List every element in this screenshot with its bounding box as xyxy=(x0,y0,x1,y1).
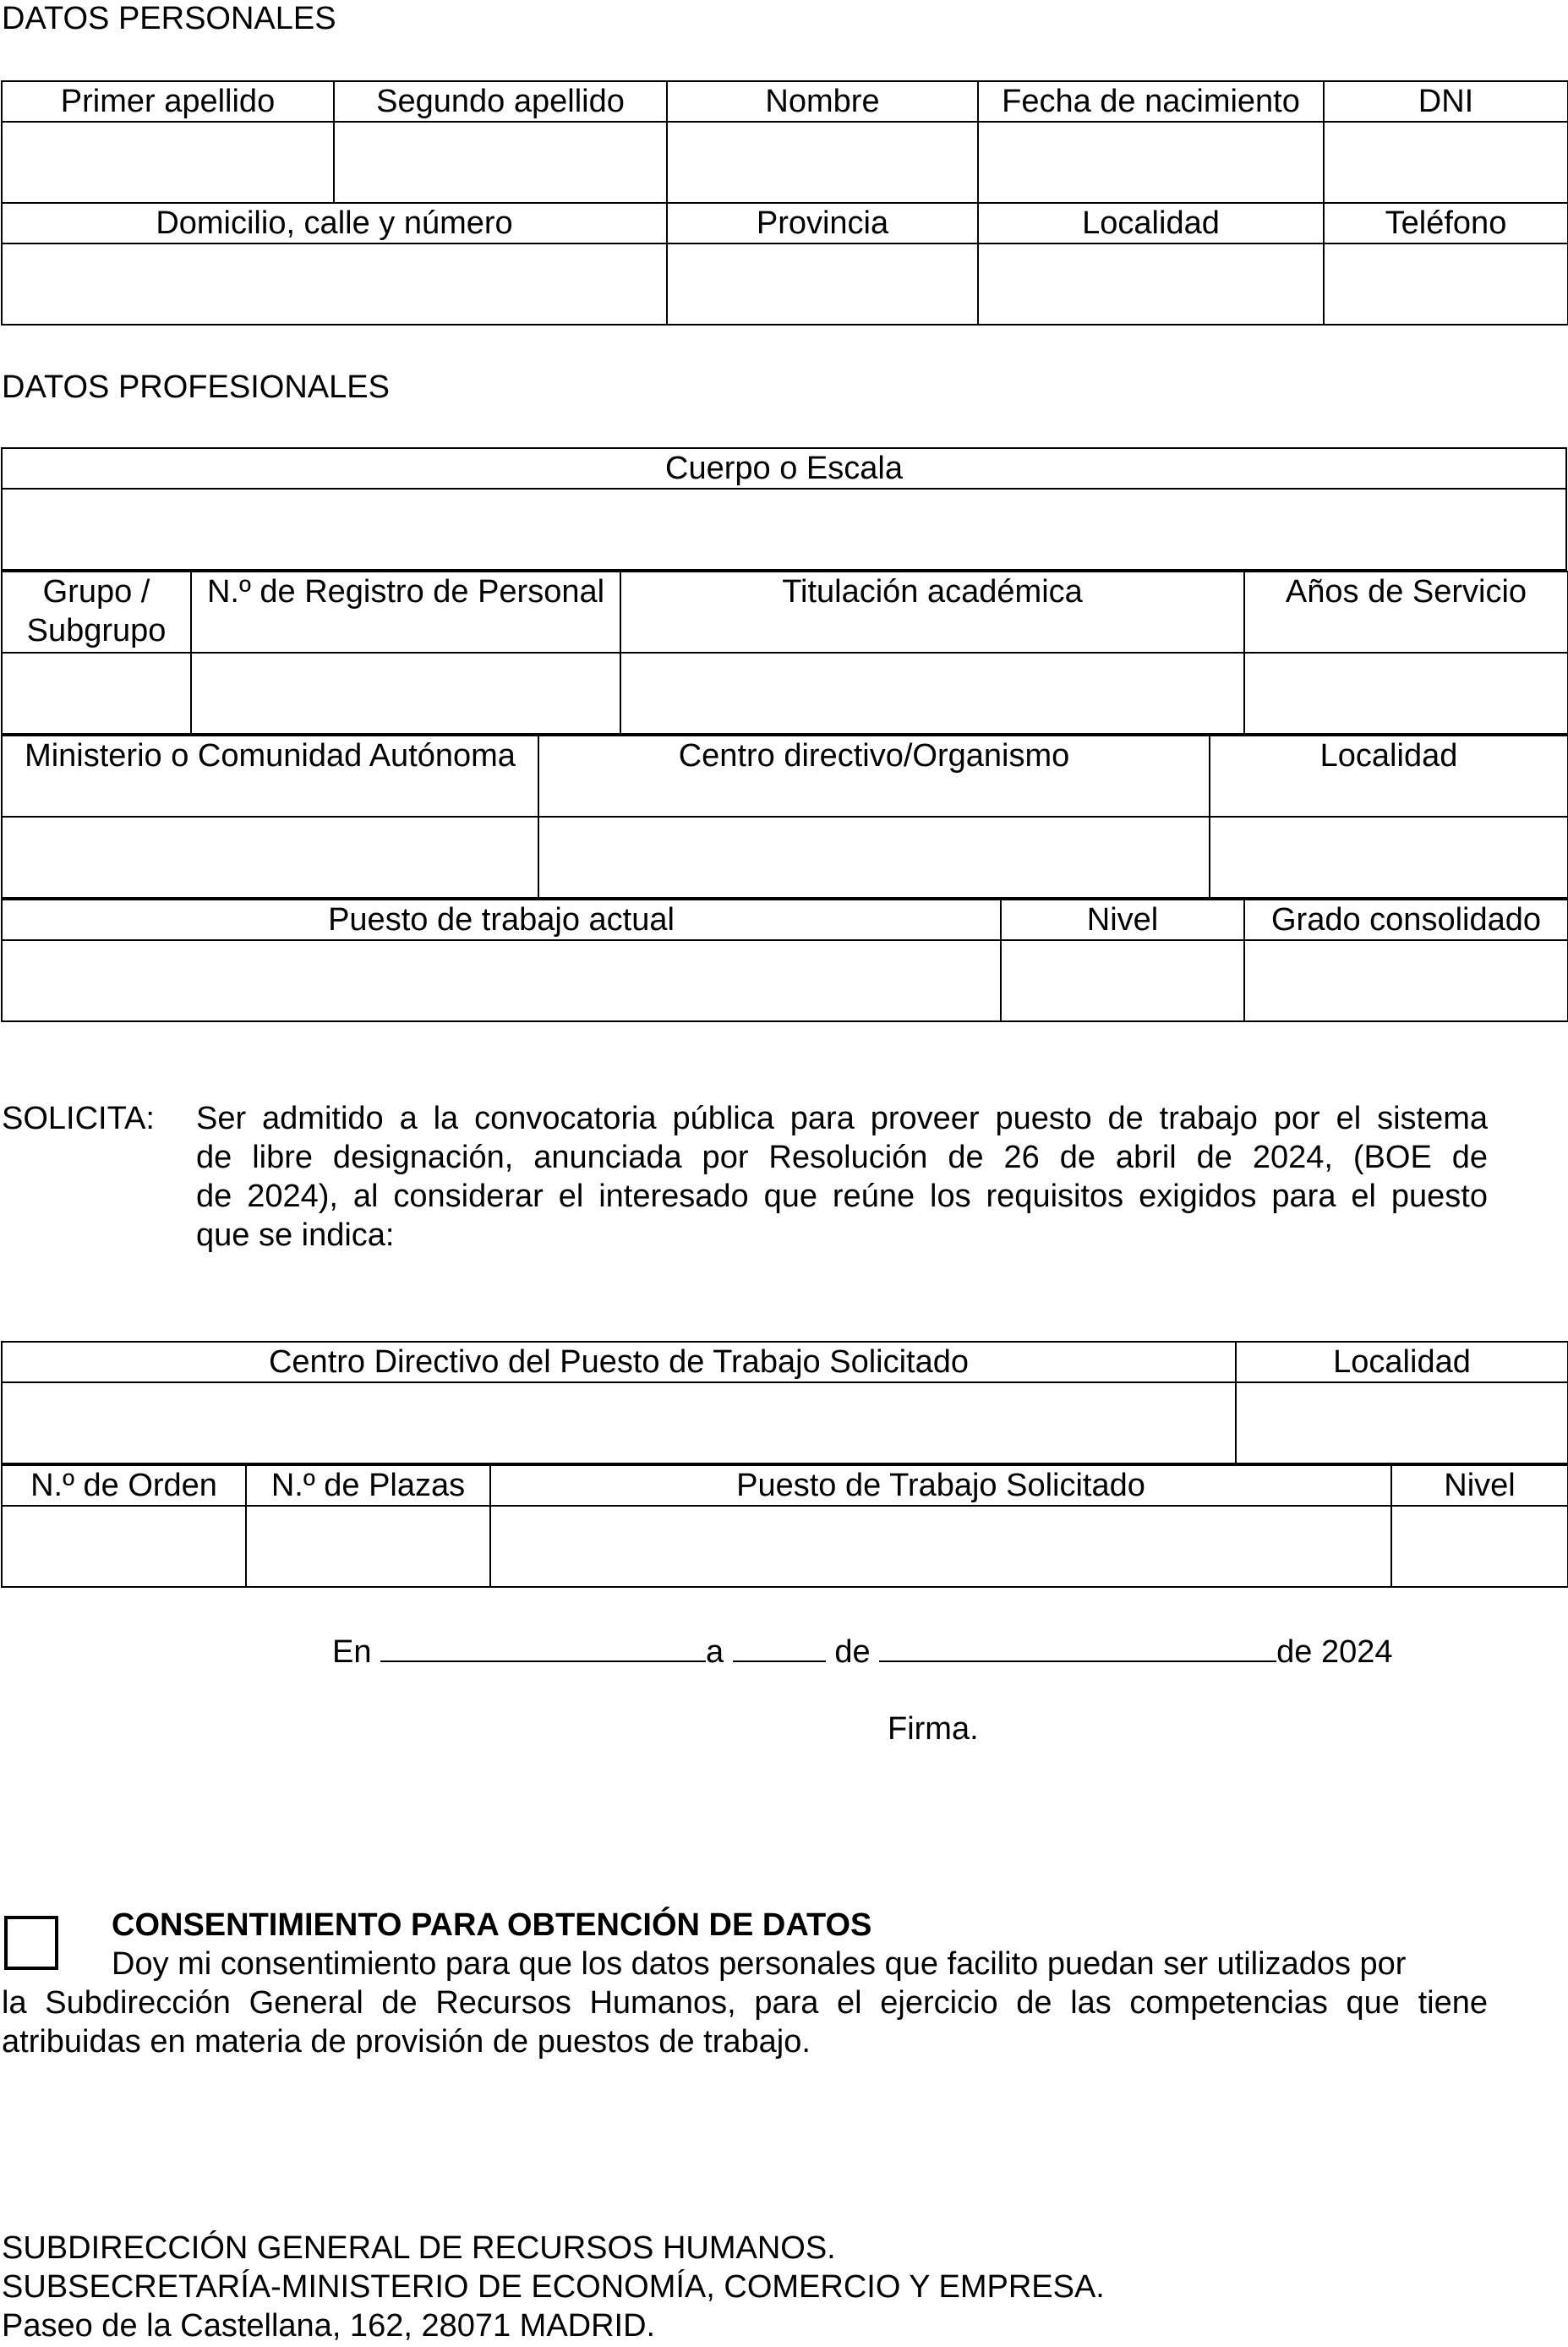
field-nivel-solicitado[interactable] xyxy=(1391,1506,1568,1587)
requested-puesto-table xyxy=(1,1464,1568,1588)
solicita-text xyxy=(196,1099,1488,1255)
header-ministerio: Ministerio o Comunidad Autónoma xyxy=(2,736,538,817)
professional-puesto-table xyxy=(1,899,1568,1022)
consent-line: la Subdirección General de Recursos Humanos, para el ejercicio de las competencias que tiene xyxy=(2,1985,1488,2021)
header-nombre: Nombre xyxy=(667,81,978,122)
field-domicilio[interactable] xyxy=(2,243,667,325)
footer-line: SUBDIRECCIÓN GENERAL DE RECURSOS HUMANOS. xyxy=(2,2230,836,2266)
field-cuerpo-escala[interactable] xyxy=(2,489,1566,570)
header-grupo-subgrupo: Grupo / Subgrupo xyxy=(2,572,191,653)
field-puesto-solicitado[interactable] xyxy=(490,1506,1391,1587)
field-provincia[interactable] xyxy=(667,243,978,325)
signature-de: de xyxy=(834,1634,871,1670)
header-primer-apellido: Primer apellido xyxy=(2,81,334,122)
field-anos-servicio[interactable] xyxy=(1244,653,1568,734)
field-titulacion[interactable] xyxy=(620,653,1244,734)
header-numero-orden: N.º de Orden xyxy=(2,1465,246,1506)
field-nivel-actual[interactable] xyxy=(1001,940,1244,1021)
header-puesto-solicitado: Puesto de Trabajo Solicitado xyxy=(490,1465,1391,1506)
solicita-label: SOLICITA: xyxy=(2,1101,155,1136)
header-numero-plazas: N.º de Plazas xyxy=(246,1465,490,1506)
header-localidad: Localidad xyxy=(978,203,1324,243)
section-title-personal: DATOS PERSONALES xyxy=(2,1,336,36)
footer-address xyxy=(2,2229,1105,2345)
signature-en: En xyxy=(332,1634,372,1670)
field-localidad-prof[interactable] xyxy=(1210,817,1568,898)
field-registro-personal[interactable] xyxy=(191,653,620,734)
field-numero-plazas[interactable] xyxy=(246,1506,490,1587)
field-dia[interactable] xyxy=(733,1630,826,1662)
header-domicilio: Domicilio, calle y número xyxy=(2,203,667,243)
consent-line: atribuidas en materia de provisión de puestos de trabajo. xyxy=(2,2024,811,2060)
header-localidad-prof: Localidad xyxy=(1210,736,1568,817)
footer-line: SUBSECRETARÍA-MINISTERIO DE ECONOMÍA, COMERCIO Y EMPRESA. xyxy=(2,2269,1105,2305)
header-nivel-actual: Nivel xyxy=(1001,900,1244,940)
personal-data-table xyxy=(1,80,1568,326)
field-primer-apellido[interactable] xyxy=(2,122,334,203)
header-dni: DNI xyxy=(1324,81,1568,122)
professional-cuerpo-table xyxy=(1,447,1567,571)
signature-firma: Firma. xyxy=(888,1711,979,1747)
header-segundo-apellido: Segundo apellido xyxy=(334,81,667,122)
header-telefono: Teléfono xyxy=(1324,203,1568,243)
header-anos-servicio: Años de Servicio xyxy=(1244,572,1568,653)
consent-title: CONSENTIMIENTO PARA OBTENCIÓN DE DATOS xyxy=(112,1907,872,1943)
field-dni[interactable] xyxy=(1324,122,1568,203)
signature-place-date xyxy=(332,1630,1393,1671)
header-puesto-actual: Puesto de trabajo actual xyxy=(2,900,1001,940)
solicita-line: de libre designación, anunciada por Resolución de 26 de abril de 2024, (BOE de xyxy=(196,1140,1488,1175)
header-titulacion: Titulación académica xyxy=(620,572,1244,653)
professional-grupo-table xyxy=(1,571,1568,735)
header-localidad-solicitada: Localidad xyxy=(1236,1342,1568,1382)
field-centro-solicitado[interactable] xyxy=(2,1382,1236,1463)
section-title-professional: DATOS PROFESIONALES xyxy=(2,369,390,405)
header-cuerpo-escala: Cuerpo o Escala xyxy=(2,448,1566,489)
solicita-line: que se indica: xyxy=(196,1217,395,1253)
consent-line: Doy mi consentimiento para que los datos personales que facilito puedan ser utilizados por xyxy=(112,1946,1407,1982)
solicita-line: de 2024), al considerar el interesado que reúne los requisitos exigidos para el puesto xyxy=(196,1179,1488,1214)
header-centro-solicitado: Centro Directivo del Puesto de Trabajo Solicitado xyxy=(2,1342,1236,1382)
field-centro-directivo[interactable] xyxy=(538,817,1210,898)
requested-centro-table xyxy=(1,1341,1568,1464)
header-fecha-nacimiento: Fecha de nacimiento xyxy=(978,81,1324,122)
field-fecha-nacimiento[interactable] xyxy=(978,122,1324,203)
field-nombre[interactable] xyxy=(667,122,978,203)
signature-a: a xyxy=(706,1634,724,1670)
footer-line: Paseo de la Castellana, 162, 28071 MADRID. xyxy=(2,2308,656,2344)
field-grado-consolidado[interactable] xyxy=(1244,940,1568,1021)
field-grupo-subgrupo[interactable] xyxy=(2,653,191,734)
field-segundo-apellido[interactable] xyxy=(334,122,667,203)
field-lugar[interactable] xyxy=(380,1630,706,1662)
solicita-line: Ser admitido a la convocatoria pública para proveer puesto de trabajo por el sistema xyxy=(196,1101,1488,1136)
professional-ministerio-table xyxy=(1,735,1568,899)
header-nivel-solicitado: Nivel xyxy=(1391,1465,1568,1506)
field-telefono[interactable] xyxy=(1324,243,1568,325)
header-registro-personal: N.º de Registro de Personal xyxy=(191,572,620,653)
signature-year: de 2024 xyxy=(1276,1634,1393,1670)
header-grado-consolidado: Grado consolidado xyxy=(1244,900,1568,940)
field-puesto-actual[interactable] xyxy=(2,940,1001,1021)
field-ministerio[interactable] xyxy=(2,817,538,898)
field-localidad[interactable] xyxy=(978,243,1324,325)
field-localidad-solicitada[interactable] xyxy=(1236,1382,1568,1463)
header-centro-directivo: Centro directivo/Organismo xyxy=(538,736,1210,817)
consent-text xyxy=(2,1945,1488,2061)
field-numero-orden[interactable] xyxy=(2,1506,246,1587)
field-mes[interactable] xyxy=(879,1630,1276,1662)
header-provincia: Provincia xyxy=(667,203,978,243)
